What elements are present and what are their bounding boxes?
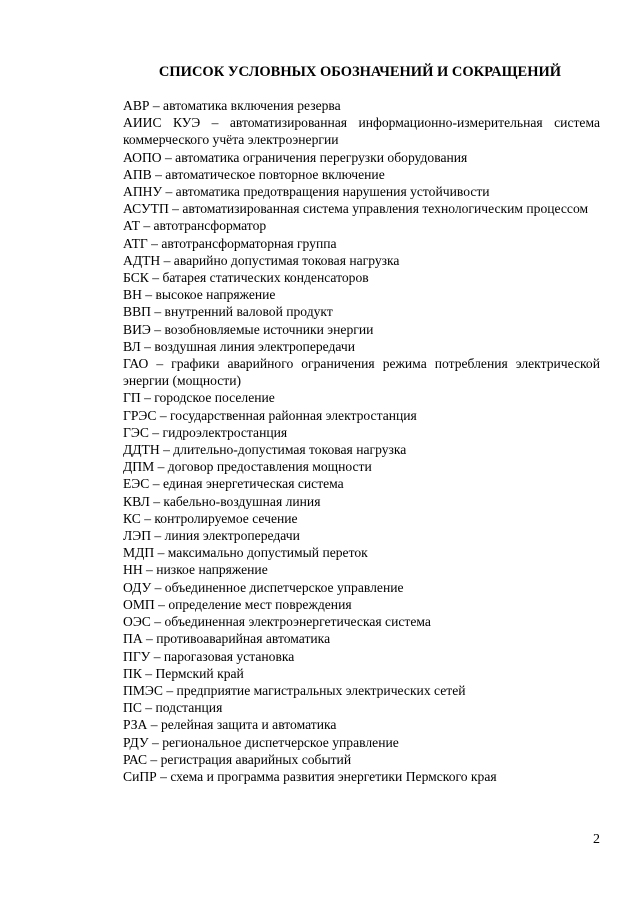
list-item: ПА – противоаварийная автоматика <box>123 631 331 647</box>
list-item: ВЛ – воздушная линия электропередачи <box>123 338 356 354</box>
list-item: ГАО – графики аварийного ограничения режима потребления электрической энергии (мощности) <box>123 356 600 389</box>
list-item: ГРЭС – государственная районная электростанция <box>123 407 417 423</box>
list-item: РАС – регистрация аварийных событий <box>123 751 352 767</box>
list-item: РЗА – релейная защита и автоматика <box>123 717 337 733</box>
list-item: АПНУ – автоматика предотвращения нарушения устойчивости <box>123 184 490 200</box>
list-item: ВВП – внутренний валовой продукт <box>123 304 333 320</box>
list-item: КВЛ – кабельно-воздушная линия <box>123 493 321 509</box>
list-item: РДУ – региональное диспетчерское управление <box>123 734 399 750</box>
list-item: ЛЭП – линия электропередачи <box>123 528 300 544</box>
list-item: НН – низкое напряжение <box>123 562 268 578</box>
list-item: АСУТП – автоматизированная система управления технологическим процессом <box>123 201 589 217</box>
list-item: БСК – батарея статических конденсаторов <box>123 270 369 286</box>
list-item: ПК – Пермский край <box>123 665 244 681</box>
list-item: ОДУ – объединенное диспетчерское управление <box>123 579 404 595</box>
list-item: ОМП – определение мест повреждения <box>123 596 352 612</box>
list-item: АИИС КУЭ – автоматизированная информационно-измерительная система коммерческого учёта электроэнергии <box>123 115 600 148</box>
list-item: ВИЭ – возобновляемые источники энергии <box>123 321 374 337</box>
list-item: ДДТН – длительно-допустимая токовая нагрузка <box>123 442 407 458</box>
list-item: АТ – автотрансформатор <box>123 218 267 234</box>
list-item: АТГ – автотрансформаторная группа <box>123 235 337 251</box>
list-item: АДТН – аварийно допустимая токовая нагрузка <box>123 252 400 268</box>
list-item: МДП – максимально допустимый переток <box>123 545 368 561</box>
list-item: ПМЭС – предприятие магистральных электрических сетей <box>123 682 466 698</box>
page-title: СПИСОК УСЛОВНЫХ ОБОЗНАЧЕНИЙ И СОКРАЩЕНИЙ <box>158 64 562 80</box>
list-item: ПГУ – парогазовая установка <box>123 648 295 664</box>
list-item: АВР – автоматика включения резерва <box>123 98 341 113</box>
list-item: ВН – высокое напряжение <box>123 287 276 303</box>
list-item: ОЭС – объединенная электроэнергетическая система <box>123 614 431 630</box>
page-number: 2 <box>593 832 600 847</box>
list-item: ДПМ – договор предоставления мощности <box>123 459 372 475</box>
list-item: КС – контролируемое сечение <box>123 510 298 526</box>
list-item: СиПР – схема и программа развития энергетики Пермского края <box>123 768 497 784</box>
list-item: ПС – подстанция <box>123 700 223 716</box>
list-item: АОПО – автоматика ограничения перегрузки оборудования <box>123 149 468 165</box>
list-item: ЕЭС – единая энергетическая система <box>123 476 344 492</box>
list-item: АПВ – автоматическое повторное включение <box>123 166 385 182</box>
abbreviation-list <box>123 97 600 785</box>
list-item: ГП – городское поселение <box>123 390 275 406</box>
list-item: ГЭС – гидроэлектростанция <box>123 424 288 440</box>
